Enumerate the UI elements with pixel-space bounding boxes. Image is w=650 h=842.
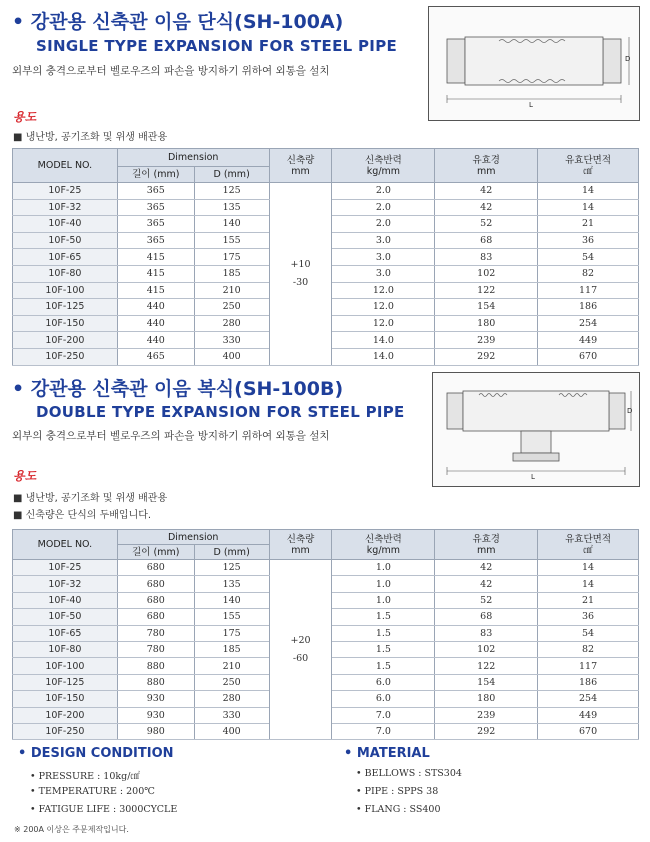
header-length: 길이 (mm) (117, 545, 194, 560)
d-cell: 135 (194, 199, 269, 216)
model-cell: 10F-250 (13, 348, 118, 365)
area-cell: 117 (538, 282, 639, 299)
section1-usage-line: ■ 냉난방, 공기조화 및 위생 배관용 (13, 132, 168, 143)
diameter-cell: 239 (435, 707, 538, 723)
diameter-cell: 122 (435, 282, 538, 299)
expansion-value-cell: +20 -60 (269, 560, 332, 740)
header-area: 유효단면적 ㎠ (538, 530, 639, 560)
design-condition-temperature: • TEMPERATURE : 200℃ (30, 786, 155, 797)
length-cell: 880 (117, 658, 194, 674)
force-cell: 14.0 (332, 332, 435, 349)
d-cell: 400 (194, 348, 269, 365)
header-force: 신축반력 kg/mm (332, 149, 435, 183)
force-cell: 7.0 (332, 723, 435, 739)
double-diagram-l-label: L (531, 473, 535, 481)
area-cell: 449 (538, 707, 639, 723)
area-cell: 670 (538, 348, 639, 365)
section1-title-ko: • 강관용 신축관 이음 단식(SH-100A) (12, 11, 344, 33)
diameter-cell: 154 (435, 299, 538, 316)
header-expansion: 신축량 mm (269, 149, 332, 183)
diameter-cell: 83 (435, 249, 538, 266)
d-cell: 125 (194, 560, 269, 576)
force-cell: 2.0 (332, 216, 435, 233)
area-cell: 82 (538, 265, 639, 282)
model-cell: 10F-50 (13, 232, 118, 249)
header-d: D (mm) (194, 545, 269, 560)
force-cell: 2.0 (332, 199, 435, 216)
force-cell: 1.5 (332, 641, 435, 657)
d-cell: 250 (194, 299, 269, 316)
length-cell: 365 (117, 199, 194, 216)
force-cell: 1.5 (332, 609, 435, 625)
double-expansion-diagram (432, 372, 640, 487)
section2-usage-heading: 용도 (13, 469, 37, 483)
header-diameter: 유효경 mm (435, 149, 538, 183)
diameter-cell: 180 (435, 691, 538, 707)
d-cell: 210 (194, 658, 269, 674)
length-cell: 415 (117, 265, 194, 282)
d-cell: 330 (194, 707, 269, 723)
design-condition-pressure: • PRESSURE : 10kg/㎠ (30, 771, 140, 782)
section2-usage-line-2: ■ 신축량은 단식의 두배입니다. (13, 510, 152, 521)
diameter-cell: 52 (435, 592, 538, 608)
area-cell: 14 (538, 183, 639, 200)
length-cell: 440 (117, 315, 194, 332)
section1-usage-heading: 용도 (13, 110, 37, 124)
diameter-cell: 102 (435, 265, 538, 282)
header-d: D (mm) (194, 167, 269, 183)
d-cell: 125 (194, 183, 269, 200)
header-dimension: Dimension (117, 149, 269, 167)
model-cell: 10F-150 (13, 691, 118, 707)
d-cell: 140 (194, 216, 269, 233)
force-cell: 12.0 (332, 299, 435, 316)
d-cell: 250 (194, 674, 269, 690)
diameter-cell: 68 (435, 232, 538, 249)
length-cell: 780 (117, 625, 194, 641)
model-cell: 10F-50 (13, 609, 118, 625)
area-cell: 117 (538, 658, 639, 674)
d-cell: 155 (194, 609, 269, 625)
model-cell: 10F-150 (13, 315, 118, 332)
area-cell: 14 (538, 560, 639, 576)
material-flang: • FLANG : SS400 (356, 804, 441, 815)
model-cell: 10F-25 (13, 560, 118, 576)
area-cell: 670 (538, 723, 639, 739)
header-dimension: Dimension (117, 530, 269, 545)
area-cell: 186 (538, 674, 639, 690)
single-diagram-l-label: L (529, 101, 533, 109)
header-diameter: 유효경 mm (435, 530, 538, 560)
footnote: ※ 200A 이상은 주문제작입니다. (14, 825, 129, 834)
model-cell: 10F-200 (13, 332, 118, 349)
length-cell: 930 (117, 691, 194, 707)
force-cell: 3.0 (332, 232, 435, 249)
model-cell: 10F-65 (13, 625, 118, 641)
area-cell: 14 (538, 576, 639, 592)
length-cell: 365 (117, 232, 194, 249)
force-cell: 6.0 (332, 691, 435, 707)
length-cell: 415 (117, 282, 194, 299)
single-spec-table (12, 148, 639, 366)
material-bellows: • BELLOWS : STS304 (356, 768, 462, 779)
model-cell: 10F-40 (13, 216, 118, 233)
area-cell: 21 (538, 216, 639, 233)
length-cell: 780 (117, 641, 194, 657)
d-cell: 140 (194, 592, 269, 608)
force-cell: 3.0 (332, 265, 435, 282)
area-cell: 186 (538, 299, 639, 316)
d-cell: 155 (194, 232, 269, 249)
d-cell: 330 (194, 332, 269, 349)
d-cell: 185 (194, 265, 269, 282)
d-cell: 280 (194, 315, 269, 332)
area-cell: 21 (538, 592, 639, 608)
diameter-cell: 292 (435, 348, 538, 365)
force-cell: 7.0 (332, 707, 435, 723)
header-force: 신축반력 kg/mm (332, 530, 435, 560)
model-cell: 10F-40 (13, 592, 118, 608)
header-model: MODEL NO. (13, 149, 118, 183)
d-cell: 185 (194, 641, 269, 657)
diameter-cell: 42 (435, 560, 538, 576)
force-cell: 3.0 (332, 249, 435, 266)
d-cell: 400 (194, 723, 269, 739)
d-cell: 175 (194, 249, 269, 266)
length-cell: 680 (117, 609, 194, 625)
model-cell: 10F-100 (13, 282, 118, 299)
length-cell: 980 (117, 723, 194, 739)
force-cell: 6.0 (332, 674, 435, 690)
force-cell: 1.0 (332, 576, 435, 592)
diameter-cell: 42 (435, 576, 538, 592)
diameter-cell: 180 (435, 315, 538, 332)
single-expansion-diagram (428, 6, 640, 121)
area-cell: 54 (538, 625, 639, 641)
design-condition-heading: • DESIGN CONDITION (18, 746, 174, 761)
diameter-cell: 154 (435, 674, 538, 690)
material-pipe: • PIPE : SPPS 38 (356, 786, 439, 797)
d-cell: 135 (194, 576, 269, 592)
force-cell: 1.5 (332, 625, 435, 641)
area-cell: 36 (538, 232, 639, 249)
model-cell: 10F-32 (13, 576, 118, 592)
section2-usage-line-1: ■ 냉난방, 공기조화 및 위생 배관용 (13, 493, 168, 504)
diameter-cell: 122 (435, 658, 538, 674)
table-row (13, 183, 639, 200)
length-cell: 365 (117, 216, 194, 233)
header-expansion: 신축량 mm (269, 530, 332, 560)
diameter-cell: 52 (435, 216, 538, 233)
model-cell: 10F-125 (13, 299, 118, 316)
model-cell: 10F-25 (13, 183, 118, 200)
section1-title-en: SINGLE TYPE EXPANSION FOR STEEL PIPE (36, 37, 398, 55)
length-cell: 440 (117, 299, 194, 316)
length-cell: 680 (117, 592, 194, 608)
force-cell: 12.0 (332, 282, 435, 299)
length-cell: 415 (117, 249, 194, 266)
force-cell: 2.0 (332, 183, 435, 200)
double-expansion-drawing (433, 373, 639, 486)
length-cell: 680 (117, 576, 194, 592)
length-cell: 365 (117, 183, 194, 200)
section1-description: 외부의 충격으로부터 벨로우즈의 파손을 방지하기 위하여 외통을 설치 (12, 65, 330, 77)
area-cell: 36 (538, 609, 639, 625)
design-condition-fatigue-life: • FATIGUE LIFE : 3000CYCLE (30, 804, 178, 815)
diameter-cell: 42 (435, 183, 538, 200)
model-cell: 10F-80 (13, 265, 118, 282)
area-cell: 82 (538, 641, 639, 657)
diameter-cell: 292 (435, 723, 538, 739)
d-cell: 210 (194, 282, 269, 299)
area-cell: 54 (538, 249, 639, 266)
area-cell: 449 (538, 332, 639, 349)
header-model: MODEL NO. (13, 530, 118, 560)
diameter-cell: 102 (435, 641, 538, 657)
force-cell: 12.0 (332, 315, 435, 332)
d-cell: 280 (194, 691, 269, 707)
d-cell: 175 (194, 625, 269, 641)
area-cell: 254 (538, 315, 639, 332)
header-length: 길이 (mm) (117, 167, 194, 183)
double-spec-table (12, 529, 639, 740)
length-cell: 440 (117, 332, 194, 349)
force-cell: 1.5 (332, 658, 435, 674)
section2-title-en: DOUBLE TYPE EXPANSION FOR STEEL PIPE (36, 403, 405, 421)
double-diagram-d-label: D (627, 407, 633, 415)
diameter-cell: 83 (435, 625, 538, 641)
material-heading: • MATERIAL (344, 746, 430, 761)
length-cell: 465 (117, 348, 194, 365)
expansion-value-cell: +10 -30 (269, 183, 332, 366)
diameter-cell: 239 (435, 332, 538, 349)
length-cell: 680 (117, 560, 194, 576)
diameter-cell: 68 (435, 609, 538, 625)
model-cell: 10F-100 (13, 658, 118, 674)
force-cell: 14.0 (332, 348, 435, 365)
model-cell: 10F-250 (13, 723, 118, 739)
section2-description: 외부의 충격으로부터 벨로우즈의 파손을 방지하기 위하여 외통을 설치 (12, 430, 330, 442)
area-cell: 254 (538, 691, 639, 707)
single-expansion-drawing (429, 7, 639, 120)
model-cell: 10F-200 (13, 707, 118, 723)
single-diagram-d-label: D (625, 55, 631, 63)
model-cell: 10F-65 (13, 249, 118, 266)
force-cell: 1.0 (332, 592, 435, 608)
length-cell: 930 (117, 707, 194, 723)
header-area: 유효단면적 ㎠ (538, 149, 639, 183)
table-row (13, 560, 639, 576)
length-cell: 880 (117, 674, 194, 690)
area-cell: 14 (538, 199, 639, 216)
model-cell: 10F-32 (13, 199, 118, 216)
diameter-cell: 42 (435, 199, 538, 216)
section2-title-ko: • 강관용 신축관 이음 복식(SH-100B) (12, 378, 344, 400)
model-cell: 10F-80 (13, 641, 118, 657)
model-cell: 10F-125 (13, 674, 118, 690)
force-cell: 1.0 (332, 560, 435, 576)
